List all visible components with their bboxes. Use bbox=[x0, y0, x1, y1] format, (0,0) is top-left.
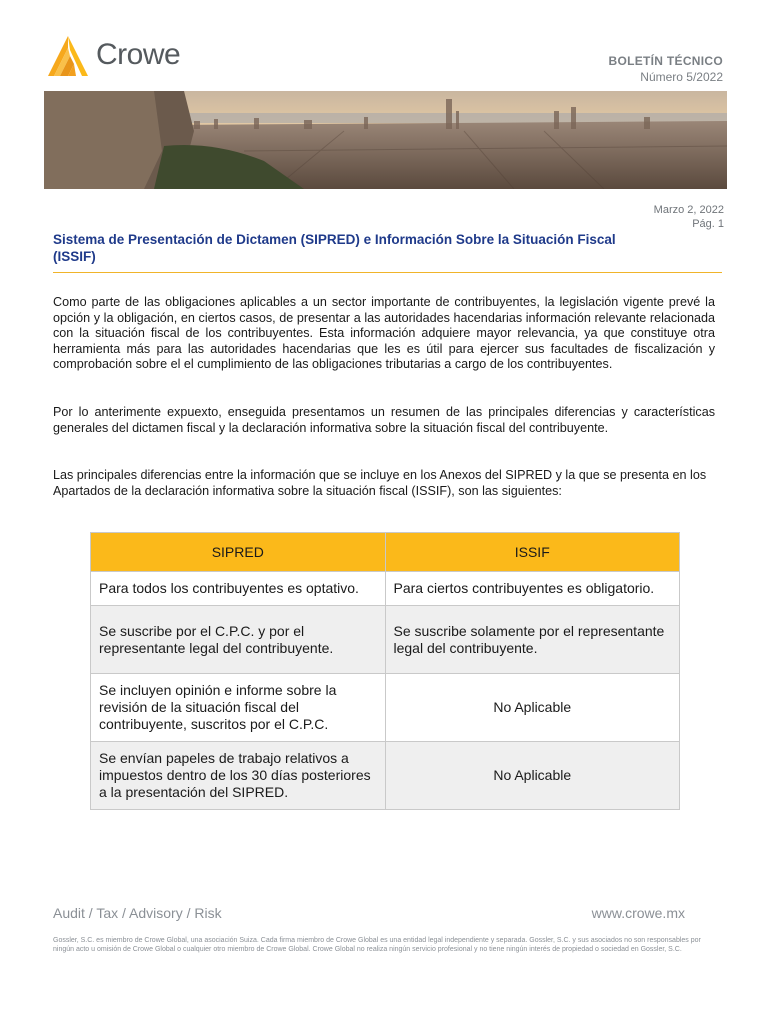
document-title: Sistema de Presentación de Dictamen (SIPRED) e Información Sobre la Situación Fiscal (ISSIF) bbox=[53, 232, 616, 264]
bulletin-title: BOLETÍN TÉCNICO bbox=[608, 54, 723, 68]
footer-services: Audit / Tax / Advisory / Risk bbox=[53, 905, 222, 921]
title-divider bbox=[53, 272, 722, 273]
table-cell: No Aplicable bbox=[385, 742, 680, 810]
table-row bbox=[91, 572, 680, 606]
footer-legal-notice: Gossler, S.C. es miembro de Crowe Global, una asociación Suiza. Cada firma miembro de Crowe Global es una entidad legal independiente y separada. Gossler, S.C. y sus asociados no son responsables por ningún acto u omisión de Crowe Global o cualquier otro miembro de Crowe Global. Crowe Global no realiza ningún servicio profesional y no tiene ningún interés de propiedad o sociedad en Gossler, S.C. bbox=[53, 937, 701, 953]
summary-paragraph: Por lo anterimente expuexto, enseguida presentamos un resumen de las principales diferencias y características generales del dictamen fiscal y la declaración informativa sobre la situación fiscal del contribuyente. bbox=[53, 405, 715, 435]
table-cell: Se suscribe por el C.P.C. y por el representante legal del contribuyente. bbox=[91, 606, 386, 674]
table-row bbox=[91, 606, 680, 674]
column-header-sipred: SIPRED bbox=[91, 533, 386, 572]
brand-name: Crowe bbox=[96, 38, 181, 71]
crowe-logo-mark-icon bbox=[46, 36, 90, 78]
bulletin-number: Número 5/2022 bbox=[640, 70, 723, 84]
table-row bbox=[91, 674, 680, 742]
table-cell: Para ciertos contribuyentes es obligatorio. bbox=[385, 572, 680, 606]
comparison-table bbox=[90, 532, 680, 810]
table-cell: Para todos los contribuyentes es optativo. bbox=[91, 572, 386, 606]
differences-paragraph: Las principales diferencias entre la información que se incluye en los Anexos del SIPRED y la que se presenta en los Apartados de la declaración informativa sobre la situación fiscal (ISSIF), son las siguientes: bbox=[53, 468, 707, 498]
footer-website-link[interactable]: www.crowe.mx bbox=[591, 905, 685, 921]
table-cell: No Aplicable bbox=[385, 674, 680, 742]
table-cell: Se incluyen opinión e informe sobre la revisión de la situación fiscal del contribuyente, suscritos por el C.P.C. bbox=[91, 674, 386, 742]
page-number: Pág. 1 bbox=[692, 218, 724, 230]
document-date: Marzo 2, 2022 bbox=[653, 204, 724, 216]
table-row bbox=[91, 742, 680, 810]
table-cell: Se suscribe solamente por el representante legal del contribuyente. bbox=[385, 606, 680, 674]
column-header-issif: ISSIF bbox=[385, 533, 680, 572]
header-banner-image bbox=[44, 91, 727, 189]
table-cell: Se envían papeles de trabajo relativos a impuestos dentro de los 30 días posteriores a la presentación del SIPRED. bbox=[91, 742, 386, 810]
intro-paragraph: Como parte de las obligaciones aplicables a un sector importante de contribuyentes, la legislación vigente prevé la opción y la obligación, en ciertos casos, de presentar a las autoridades hacendarias información relevante relacionada con la situación fiscal de los contribuyentes. Esta información adquiere mayor relevancia, ya que constituye otra herramienta más para las autoridades hacendarias que les es útil para ejercer sus facultades de fiscalización y comprobación sobre el el cumplimiento de las obligaciones tributarias a cargo de los contribuyentes. bbox=[53, 295, 715, 372]
crowe-logo bbox=[44, 34, 194, 80]
table-header-row bbox=[91, 533, 680, 572]
